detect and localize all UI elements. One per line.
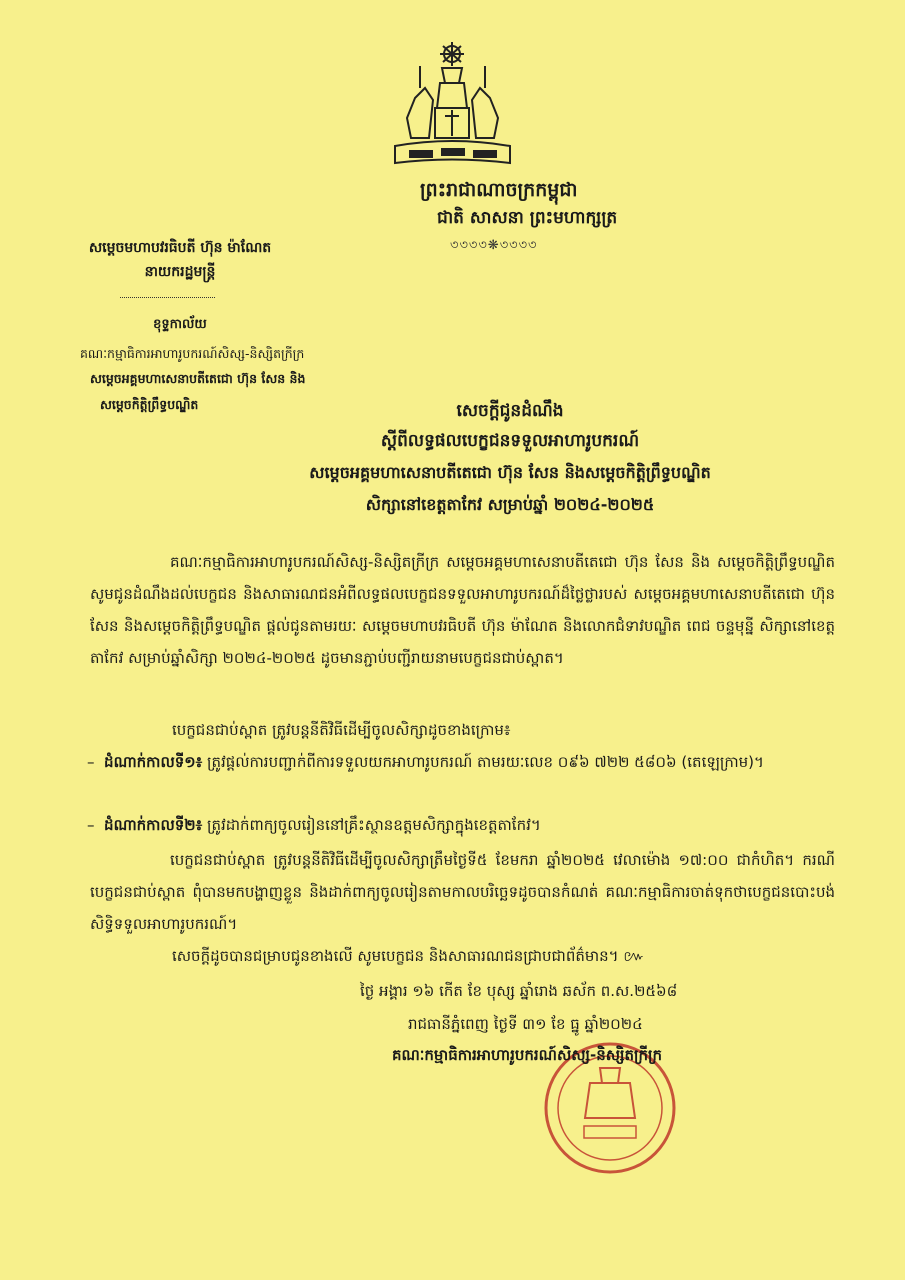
- lunar-date: ថ្ងៃ អង្គារ ១៦ កើត ខែ បុស្ស ឆ្នាំរោង ឆស័ក ព.ស.២៥៦៨: [360, 982, 678, 1000]
- signing-committee: គណៈកម្មាធិការអាហារូបករណ៍សិស្ស-និស្សិតក្រីក្រ: [392, 1046, 663, 1064]
- issuer-title: សម្តេចមហាបវរធិបតី ហ៊ុន ម៉ាណែត: [88, 240, 272, 256]
- body-paragraph-3: បេក្ខជនជាប់ស្ពាត ត្រូវបន្តនីតិវិធីដើម្បីចូលសិក្សាត្រឹមថ្ងៃទី៥ ខែមករា ឆ្នាំ២០២៥ វេលាម៉ោង ១៧:០០ ជាកំហិត។ ករណីបេក្ខជនជាប់ស្ពាត ពុំបានមកបង្ហាញខ្លួន និងដាក់ពាក្យចូលរៀនតាមកាលបរិច្ឆេទដូចបានកំណត់ គណៈកម្មាធិការចាត់ទុកថាបេក្ខជនបោះបង់សិទ្ធិទទួលអាហារូបករណ៍។: [90, 851, 835, 933]
- notice-subject-line2: សម្តេចអគ្គមហាសេនាបតីតេជោ ហ៊ុន សែន និងសម្តេចកិត្តិព្រឹទ្ធបណ្ឌិត: [309, 463, 711, 482]
- issuer-committee-line2: សម្តេចអគ្គមហាសេនាបតីតេជោ ហ៊ុន សែន និង: [90, 371, 306, 386]
- body-paragraph-2: បេក្ខជនជាប់ស្ពាត ត្រូវបន្តនីតិវិធីដើម្បីចូលសិក្សាដូចខាងក្រោម៖: [172, 721, 511, 739]
- national-motto: ជាតិ សាសនា ព្រះមហាក្សត្រ: [437, 208, 618, 228]
- body-paragraph-4: សេចក្តីដូចបានជម្រាបជូនខាងលើ សូមបេក្ខជន និងសាធារណជនជ្រាបជាព័ត៌មាន។ ៚: [172, 947, 645, 965]
- motto-ornament: ৩৩৩৩❋৩৩৩৩: [450, 238, 538, 253]
- step-2-label: ដំណាក់កាលទី២៖: [104, 816, 203, 834]
- issuer-committee: គណៈកម្មាធិការអាហារូបករណ៍សិស្ស-និស្សិតក្រីក្រ: [80, 346, 305, 361]
- step-1-label: ដំណាក់កាលទី១៖: [104, 753, 203, 771]
- step-1-text: ត្រូវផ្តល់ការបញ្ជាក់ពីការទទួលយកអាហារូបករណ៍ តាមរយៈលេខ ០៩៦ ៧២២ ៥៨០៦ (តេឡេក្រាម)។: [202, 753, 764, 771]
- notice-subject: ស្តីពីលទ្ធផលបេក្ខជនទទួលអាហារូបករណ៍: [380, 431, 640, 451]
- notice-title: សេចក្តីជូនដំណឹង: [456, 401, 564, 421]
- issuer-office: ខុទ្ទកាល័យ: [153, 317, 207, 332]
- step-2-item: – ដំណាក់កាលទី២៖ ត្រូវដាក់ពាក្យចូលរៀននៅគ្រឹះស្ថានឧត្តមសិក្សាក្នុងខេត្តតាកែវ។: [87, 816, 541, 834]
- step-1-item: – ដំណាក់កាលទី១៖ ត្រូវផ្តល់ការបញ្ជាក់ពីការទទួលយកអាហារូបករណ៍ តាមរយៈលេខ ០៩៦ ៧២២ ៥៨០៦ (តេឡេក្រាម)។: [87, 753, 764, 771]
- issuer-position: នាយករដ្ឋមន្ត្រី: [144, 264, 216, 280]
- kingdom-name: ព្រះរាជាណាចក្រកម្ពុជា: [420, 179, 578, 201]
- step-2-text: ត្រូវដាក់ពាក្យចូលរៀននៅគ្រឹះស្ថានឧត្តមសិក្សាក្នុងខេត្តតាកែវ។: [202, 816, 541, 834]
- issuer-committee-line3: សម្តេចកិត្តិព្រឹទ្ធបណ្ឌិត: [100, 397, 199, 412]
- body-paragraph-1: គណៈកម្មាធិការអាហារូបករណ៍សិស្ស-និស្សិតក្រីក្រ សម្តេចអគ្គមហាសេនាបតីតេជោ ហ៊ុន សែន និង សម្តេចកិត្តិព្រឹទ្ធបណ្ឌិត សូមជូនដំណឹងដល់បេក្ខជន និងសាធារណជនអំពីលទ្ធផលបេក្ខជនទទួលអាហារូបករណ៍ដ៏ថ្លៃថ្លារបស់ សម្តេចអគ្គមហាសេនាបតីតេជោ ហ៊ុន សែន និងសម្តេចកិត្តិព្រឹទ្ធបណ្ឌិត ផ្តល់ជូនតាមរយៈ សម្តេចមហាបវរធិបតី ហ៊ុន ម៉ាណែត និងលោកជំទាវបណ្ឌិត ពេជ ចន្ទមុន្នី សិក្សានៅខេត្តតាកែវ សម្រាប់ឆ្នាំសិក្សា ២០២៤-២០២៥ ដូចមានភ្ជាប់បញ្ជីរាយនាមបេក្ខជនជាប់ស្ពាត។: [90, 553, 835, 667]
- issuer-divider: [120, 297, 215, 298]
- royal-emblem-icon: [385, 38, 520, 173]
- solar-date: រាជធានីភ្នំពេញ ថ្ងៃទី ៣១ ខែ ធ្នូ ឆ្នាំ២០២៤: [408, 1015, 643, 1033]
- notice-subject-line3: សិក្សានៅខេត្តតាកែវ សម្រាប់ឆ្នាំ ២០២៤-២០២៥: [365, 495, 655, 514]
